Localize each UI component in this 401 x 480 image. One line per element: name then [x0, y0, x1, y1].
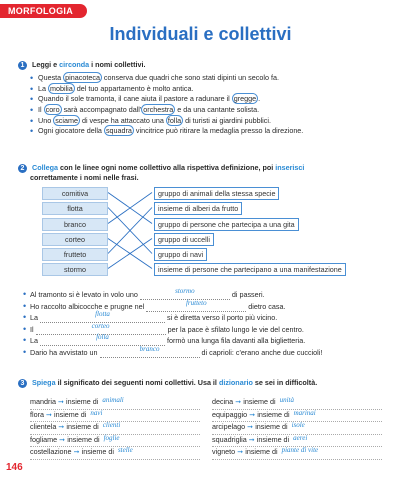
- definition-row[interactable]: vigneto ➞ insieme di piante di vite: [212, 447, 382, 460]
- arrow-icon: ➞: [249, 409, 256, 419]
- sentence-row: • Il corteo per la pace è sfilato lungo le vie del centro.: [30, 324, 390, 336]
- arrow-icon: ➞: [57, 397, 64, 406]
- exercise-1-list: [32, 73, 383, 137]
- definitions-column: [212, 397, 382, 460]
- circled-word: gregge: [233, 94, 257, 104]
- definitions-column: [30, 397, 200, 460]
- match-left-item[interactable]: comitiva: [42, 187, 108, 200]
- match-left-item[interactable]: stormo: [42, 263, 108, 276]
- definition-row[interactable]: clientela ➞ insieme di clienti: [30, 422, 200, 435]
- arrow-icon: ➞: [59, 434, 66, 444]
- page-number: 146: [6, 462, 23, 473]
- match-left-item[interactable]: flotta: [42, 202, 108, 215]
- sentence-row: • Ho raccolto albicocche e prugne nel frutteto dietro casa.: [30, 301, 390, 313]
- list-item: • Questa pinacoteca conserva due quadri che sono stati dipinti un secolo fa.: [32, 73, 383, 84]
- arrow-icon: ➞: [237, 447, 244, 456]
- arrow-icon: ➞: [235, 397, 242, 406]
- match-right-item[interactable]: gruppo di persone che partecipa a una gita: [154, 218, 299, 231]
- arrow-icon: ➞: [58, 422, 65, 431]
- circled-word: coro: [45, 105, 60, 115]
- arrow-icon: ➞: [248, 434, 255, 444]
- list-item: • Quando il sole tramonta, il cane aiuta il pastore a radunare il gregge .: [32, 94, 383, 105]
- circled-word: squadra: [105, 126, 132, 136]
- page-title: Individuali e collettivi: [109, 24, 292, 44]
- exercise-1: [18, 60, 383, 137]
- arrow-icon: ➞: [73, 447, 80, 456]
- list-item: • La mobilia del tuo appartamento è molto antica.: [32, 84, 383, 95]
- circled-word: folla: [167, 115, 182, 125]
- match-right-item[interactable]: gruppo di navi: [154, 248, 207, 261]
- list-item: • Ogni giocatore della squadra vincitrice può ritirare la medaglia presso la direzione.: [32, 126, 383, 137]
- match-right-item[interactable]: gruppo di uccelli: [154, 233, 214, 246]
- exercise-number: 1: [18, 61, 27, 70]
- sentence-row: • Dario ha avvistato un branco di caprioli: c'erano anche due cuccioli!: [30, 347, 390, 359]
- circled-word: sciame: [55, 115, 78, 125]
- answer-blank[interactable]: frutteto: [146, 302, 246, 312]
- answer-blank[interactable]: branco: [100, 348, 200, 358]
- matching-exercise: [42, 187, 382, 279]
- match-right-item[interactable]: insieme di alberi da frutto: [154, 202, 242, 215]
- definition-row[interactable]: squadriglia ➞ insieme di aerei: [212, 435, 382, 448]
- definition-row[interactable]: flora ➞ insieme di navi: [30, 410, 200, 423]
- definition-row[interactable]: decina ➞ insieme di unità: [212, 397, 382, 410]
- answer-blank[interactable]: corteo: [36, 325, 166, 335]
- exercise-3-instruction: 3 Spiega il significato dei seguenti nomi collettivi. Usa il dizionario se sei in difficoltà.: [18, 378, 383, 388]
- arrow-icon: ➞: [45, 409, 53, 419]
- definition-row[interactable]: equipaggio ➞ insieme di marinai: [212, 410, 382, 423]
- match-right-item[interactable]: gruppo di animali della stessa specie: [154, 187, 279, 200]
- exercise-1-instruction: 1 Leggi e circonda i nomi collettivi.: [18, 60, 383, 70]
- exercise-number: 2: [18, 164, 27, 173]
- sentence-row: • La flotta si è diretta verso il porto più vicino.: [30, 312, 390, 324]
- sentence-row: • Al tramonto si è levato in volo uno stormo di passeri.: [30, 289, 390, 301]
- circled-word: pinacoteca: [65, 73, 100, 82]
- circled-word: orchestra: [143, 105, 174, 115]
- match-right-item[interactable]: insieme di persone che partecipano a una manifestazione: [154, 263, 346, 276]
- circled-word: mobilia: [50, 83, 73, 93]
- sentence-row: • La folla formò una lunga fila davanti alla biglietteria.: [30, 335, 390, 347]
- answer-blank[interactable]: folla: [40, 336, 165, 346]
- match-left-item[interactable]: branco: [42, 218, 108, 231]
- list-item: • Uno sciame di vespe ha attaccato una folla di turisti ai giardini pubblici.: [32, 116, 383, 127]
- definition-row[interactable]: fogliame ➞ insieme di foglie: [30, 435, 200, 448]
- definition-row[interactable]: costellazione ➞ insieme di stelle: [30, 447, 200, 460]
- arrow-icon: ➞: [247, 422, 254, 431]
- list-item: • Il coro sarà accompagnato dall' orchestra e da una cantante solista.: [32, 105, 383, 116]
- definition-row[interactable]: arcipelago ➞ insieme di isole: [212, 422, 382, 435]
- fill-in-sentences: [30, 289, 390, 358]
- answer-blank[interactable]: flotta: [40, 313, 165, 323]
- section-tag: MORFOLOGIA: [0, 4, 87, 18]
- match-left-item[interactable]: corteo: [42, 233, 108, 246]
- definition-row[interactable]: mandria ➞ insieme di animali: [30, 397, 200, 410]
- exercise-2-instruction: 2 Collega con le linee ogni nome collettivo alla rispettiva definizione, poi inserisci correttamente i nomi nelle frasi.: [18, 163, 383, 183]
- exercise-number: 3: [18, 379, 27, 388]
- match-left-item[interactable]: frutteto: [42, 248, 108, 261]
- answer-blank[interactable]: stormo: [140, 290, 230, 300]
